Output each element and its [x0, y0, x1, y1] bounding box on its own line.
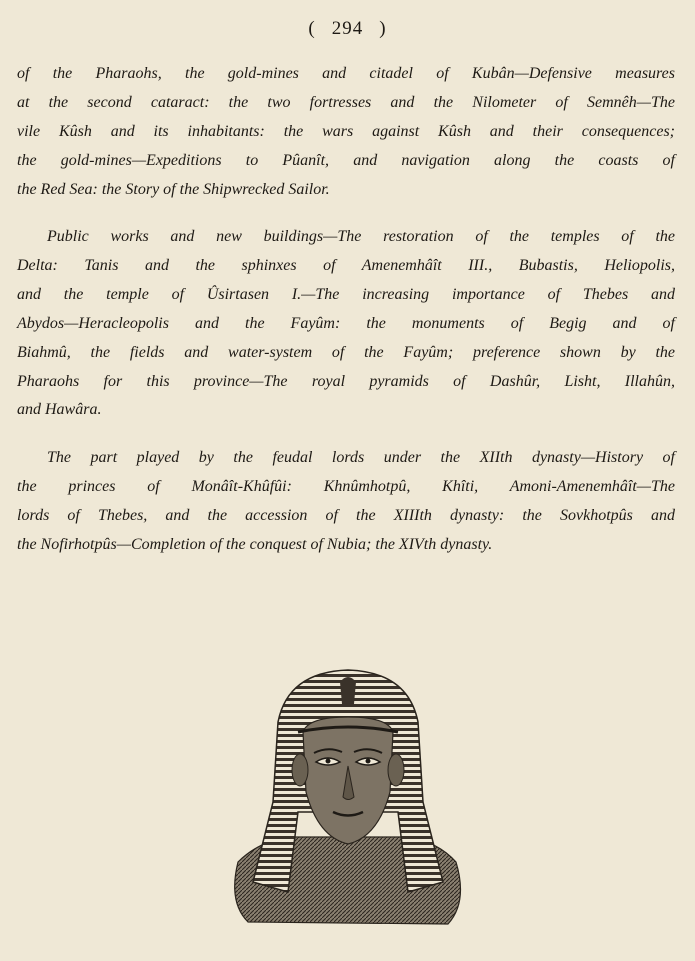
text-line: Delta: Tanis and the sphinxes of Amenemhâît III., Bubastis, Heliopolis, [17, 256, 675, 274]
text-line: Abydos—Heracleopolis and the Fayûm: the monuments of Begig and of [17, 314, 675, 332]
text-line: and the temple of Ûsirtasen I.—The increasing importance of Thebes and [17, 285, 675, 303]
text-line: vile Kûsh and its inhabitants: the wars against Kûsh and their consequences; [17, 122, 675, 140]
paren-close: ) [379, 18, 387, 39]
text-line: lords of Thebes, and the accession of the XIIIth dynasty: the Sovkhotpûs and [17, 506, 675, 524]
paragraph-3 [17, 444, 675, 560]
pharaoh-head-icon [218, 662, 478, 942]
pharaoh-head-illustration [218, 662, 478, 942]
text-line: at the second cataract: the two fortresses and the Nilometer of Semnêh—The [17, 93, 675, 111]
text-line: the Red Sea: the Story of the Shipwrecked Sailor. [17, 180, 330, 198]
text-line: the princes of Monâît-Khûfûi: Khnûmhotpû, Khîti, Amoni-Amenemhâît—The [17, 477, 675, 495]
page-number-value: 294 [331, 18, 364, 39]
text-line: Pharaohs for this province—The royal pyramids of Dashûr, Lisht, Illahûn, [17, 372, 675, 390]
page-number [0, 18, 695, 40]
text-line: the Nofirhotpûs—Completion of the conquest of Nubia; the XIVth dynasty. [17, 535, 493, 553]
text-line: the gold-mines—Expeditions to Pûanît, and navigation along the coasts of [17, 151, 675, 169]
text-line: and Hawâra. [17, 401, 102, 419]
paren-open: ( [308, 18, 316, 39]
paragraph-2 [17, 223, 675, 425]
text-line: The part played by the feudal lords under the XIIth dynasty—History of [47, 449, 675, 466]
paragraph-1 [17, 60, 675, 205]
text-line: Public works and new buildings—The restoration of the temples of the [47, 228, 675, 245]
text-line: of the Pharaohs, the gold-mines and citadel of Kubân—Defensive measures [17, 65, 675, 82]
text-line: Biahmû, the fields and water-system of the Fayûm; preference shown by the [17, 343, 675, 361]
